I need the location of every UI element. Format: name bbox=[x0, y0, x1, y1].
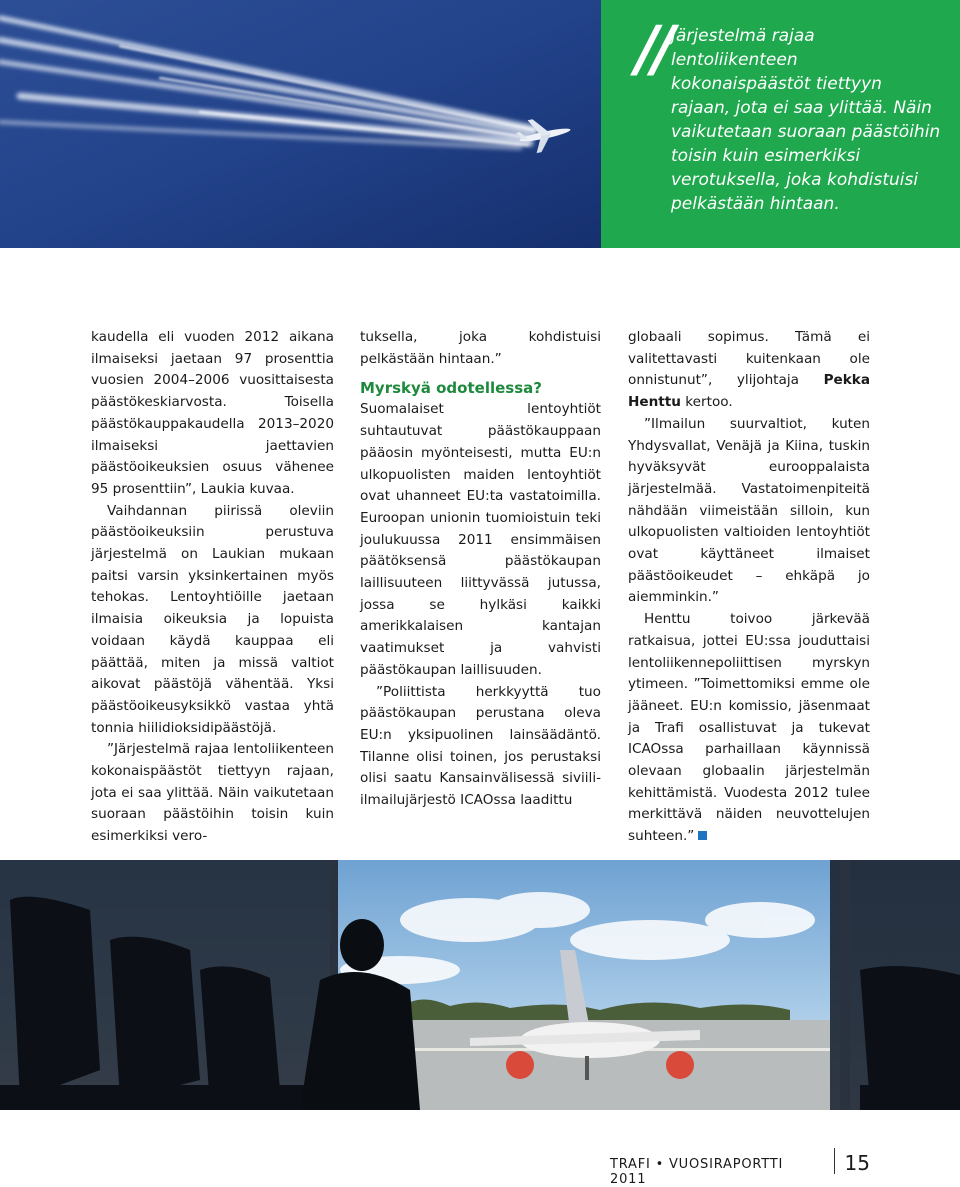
airport-terminal-photo bbox=[0, 860, 960, 1110]
paragraph: tuksella, joka kohdistuisi pelkästään hintaan.” bbox=[360, 329, 601, 367]
quote-mark-icon: // bbox=[635, 12, 669, 85]
paragraph-text: globaali sopimus. Tämä ei valitettavasti kuitenkaan ole onnistunut”, ylijohtaja bbox=[628, 329, 870, 389]
paragraph: ”Järjestelmä rajaa lentoliikenteen kokonaispäästöt tiettyyn rajaan, jota ei saa ylittää. Näin vaikutetaan suoraan päästöihin toisin kuin esimerkiksi vero- bbox=[91, 741, 335, 845]
paragraph-text: Henttu toivoo järkevää ratkaisua, jottei EU:ssa jouduttaisi lentoliikennepoliittisen myrskyn ytimeen. ”Toimettomiksi emme ole jääneet. EU:n komissio, jäsenmaat ja Trafi osallistuvat ja tukevat ICAOssa parhaillaan käynnissä olevaan globaalin järjestelmän kehittämistä. Vuodesta 2012 tulee merkittävä näiden neuvottelujen suhteen.” bbox=[628, 611, 870, 845]
footer-divider bbox=[834, 1148, 835, 1174]
article-column-1 bbox=[91, 327, 334, 848]
paragraph bbox=[628, 327, 870, 414]
page-footer bbox=[610, 1146, 930, 1187]
paragraph: ”Poliittista herkkyyttä tuo päästökaupan perustana oleva EU:n yksipuolinen lainsäädäntö. Tilanne olisi toinen, jos perustaksi olisi saatu Kansainvälisessä siviili-ilmailujärjestö ICAOssa laadittu bbox=[360, 683, 601, 809]
contrail-airplane-photo bbox=[0, 0, 601, 248]
person-name: Pekka Henttu bbox=[628, 372, 870, 411]
pull-quote-text: Järjestelmä rajaa lentoliikenteen kokonaispäästöt tiettyyn rajaan, jota ei saa ylittää. Näin vaikutetaan suoraan päästöihin toisin kuin esimerkiksi verotuksella, joka kohdistuisi pelkästään hintaan. bbox=[671, 26, 941, 214]
paragraph: kaudella eli vuoden 2012 aikana ilmaiseksi jaetaan 97 prosenttia vuosien 2004–2006 vuosittaisesta päästökeskiarvosta. Toisella päästökauppakaudella 2013–2020 ilmaiseksi jaettavien päästöoikeuksien osuus vähenee 95 prosenttiin”, Laukia kuvaa. bbox=[91, 329, 334, 497]
paragraph: ”Ilmailun suurvaltiot, kuten Yhdysvallat, Venäjä ja Kiina, tuskin hyväksyvät eurooppalaista järjestelmää. Vastatoimenpiteitä nähdään viimeistään silloin, kun ulkopuolisten valtioiden lentoyhtiöt ovat käyttäneet ilmaiset päästöoikeudet – ehkäpä jo aiemminkin.” bbox=[628, 415, 870, 606]
footer-publication-label: TRAFI • VUOSIRAPORTTI 2011 bbox=[610, 1157, 784, 1187]
paragraph bbox=[628, 609, 870, 848]
article-column-3 bbox=[628, 327, 870, 848]
section-heading: Myrskyä odotellessa? bbox=[360, 379, 542, 398]
paragraph-text: kertoo. bbox=[680, 394, 733, 411]
pull-quote-box bbox=[601, 0, 960, 248]
article-column-2 bbox=[360, 327, 601, 812]
end-of-article-square-icon bbox=[698, 831, 707, 840]
paragraph: Vaihdannan piirissä oleviin päästöoikeuksiin perustuva järjestelmä on Laukian mukaan paitsi varsin yksinkertainen myös tehokas. Lentoyhtiöille jaetaan ilmaisia oikeuksia ja lopuista voidaan käydä kauppaa eli päättää, miten ja missä valtiot aikovat päästöjä vähentää. Yksi päästöoikeusyksikkö vastaa yhtä tonnia hiilidioksidipäästöjä. bbox=[91, 502, 334, 736]
page-number: 15 bbox=[844, 1151, 870, 1175]
paragraph: Suomalaiset lentoyhtiöt suhtautuvat päästökauppaan pääosin myönteisesti, mutta EU:n ulkopuolisten maiden lentoyhtiöt ovat uhanneet EU:ta vastatoimilla. Euroopan unionin tuomioistuin teki joulukuussa 2011 ensimmäisen päätöksensä päästökaupan laillisuuteen liittyvässä jutussa, jossa se hylkäsi kaikki amerikkalaisen kantajan vaatimukset ja vahvisti päästökaupan laillisuuden. bbox=[360, 401, 601, 678]
